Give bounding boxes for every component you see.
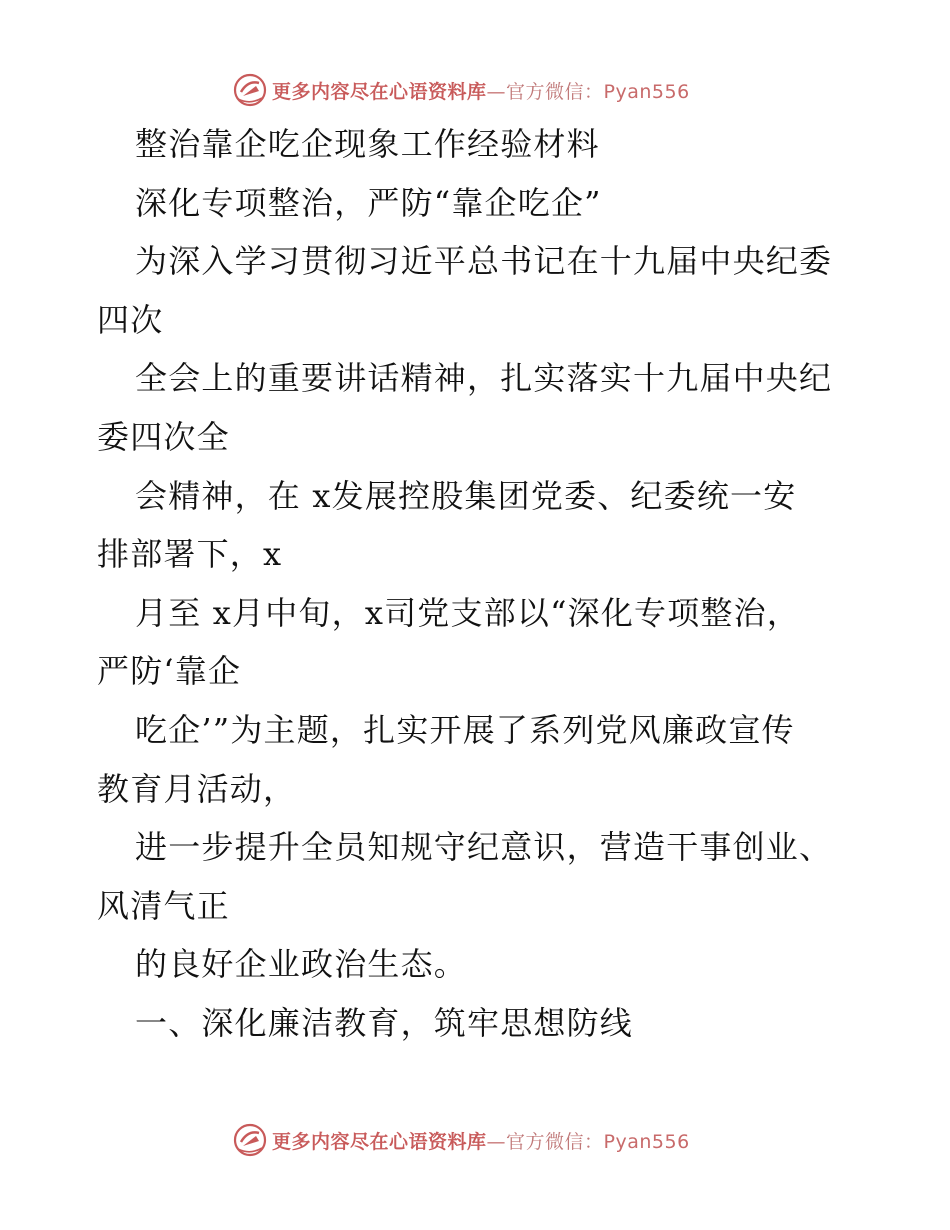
banner-wechat-id: Pyan556 bbox=[603, 80, 690, 103]
seal-logo-icon bbox=[232, 1122, 268, 1158]
paragraph-line: 月至 x月中旬，x司党支部以“深化专项整治， bbox=[135, 593, 801, 632]
document-subtitle: 深化专项整治，严防“靠企吃企” bbox=[135, 183, 602, 222]
paragraph-line: 四次 bbox=[97, 300, 164, 339]
paragraph-line: 为深入学习贯彻习近平总书记在十九届中央纪委 bbox=[135, 242, 833, 281]
banner-main-text: 更多内容尽在心语资料库 bbox=[272, 80, 487, 103]
banner-wechat-label: 官方微信： bbox=[506, 80, 604, 103]
paragraph-line: 排部署下，x bbox=[97, 535, 283, 574]
document-body bbox=[97, 124, 857, 1062]
paragraph-line: 教育月活动， bbox=[97, 769, 297, 808]
document-title: 整治靠企吃企现象工作经验材料 bbox=[135, 125, 600, 163]
section-heading: 一、深化廉洁教育，筑牢思想防线 bbox=[135, 1003, 634, 1042]
paragraph-line: 风清气正 bbox=[97, 886, 230, 925]
paragraph-line: 全会上的重要讲话精神，扎实落实十九届中央纪 bbox=[135, 359, 833, 398]
banner-dash: — bbox=[486, 1130, 507, 1153]
paragraph-line: 严防‘靠企 bbox=[97, 652, 242, 691]
banner-main-text: 更多内容尽在心语资料库 bbox=[272, 1130, 487, 1153]
paragraph-line: 会精神，在 x发展控股集团党委、纪委统一安 bbox=[135, 476, 797, 515]
banner-wechat-id: Pyan556 bbox=[603, 1130, 690, 1153]
paragraph-line: 进一步提升全员知规守纪意识，营造干事创业、 bbox=[135, 828, 833, 867]
footer-banner bbox=[232, 1120, 732, 1160]
paragraph-line: 委四次全 bbox=[97, 417, 230, 456]
paragraph-line: 吃企’”为主题，扎实开展了系列党风廉政宣传 bbox=[135, 710, 795, 749]
banner-dash: — bbox=[486, 80, 507, 103]
paragraph-line: 的良好企业政治生态。 bbox=[135, 945, 468, 984]
header-banner bbox=[232, 70, 732, 110]
banner-wechat-label: 官方微信： bbox=[506, 1130, 604, 1153]
seal-logo-icon bbox=[232, 72, 268, 108]
